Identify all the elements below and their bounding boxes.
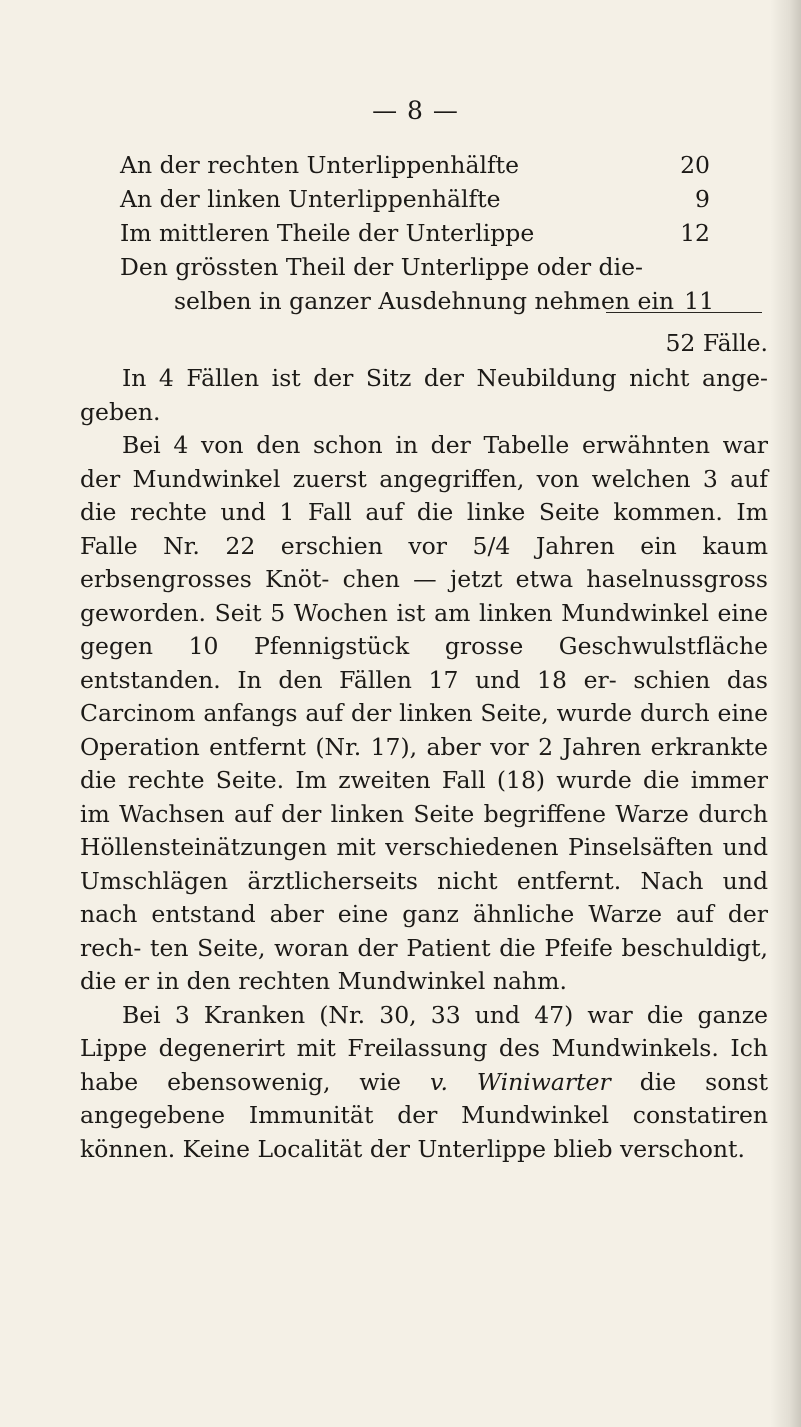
- paragraph-3-text-end: die sonst angegebene Immunität der Mundwinkel constatiren können. Keine Localität der Unterlippe blieb verschont.: [80, 1067, 769, 1163]
- row-label: Den grössten Theil der Unterlippe oder die-: [120, 253, 643, 281]
- table-row: [120, 182, 710, 216]
- paragraph-3: [80, 999, 768, 1167]
- row-label: An der rechten Unterlippenhälfte: [120, 151, 520, 179]
- row-label: An der linken Unterlippenhälfte: [120, 185, 501, 213]
- table-row: [120, 216, 710, 250]
- paragraph-1: In 4 Fällen ist der Sitz der Neubildung nicht ange- geben.: [80, 364, 768, 426]
- row-label: selben in ganzer Ausdehnung nehmen ein: [174, 287, 675, 315]
- page-number: — 8 —: [372, 96, 459, 125]
- row-value: 11: [684, 287, 715, 315]
- table-row: [120, 250, 710, 284]
- row-value: 20: [680, 151, 710, 179]
- sum-rule: [606, 312, 762, 313]
- paragraph-3-text: Bei 3 Kranken (Nr. 30, 33 und 47) war die ganze Lippe degenerirt mit Freilassung des Mundwinkels. Ich habe ebensowenig, wie: [80, 1000, 768, 1096]
- author-name: v. Winiwarter: [429, 1067, 611, 1096]
- paragraph-2: Bei 4 von den schon in der Tabelle erwähnten war der Mundwinkel zuerst angegriffen, von welchen 3 auf die rechte und 1 Fall auf die linke Seite kommen. Im Falle Nr. 22 erschien vor 5/4 Jahren ein kaum erbsengrosses Knöt- chen — jetzt etwa haselnussgross geworden. Seit 5 Wochen ist am linken Mundwinkel eine gegen 10 Pfennigstück grosse Geschwulstfläche entstanden. In den Fällen 17 und 18 er- schien das Carcinom anfangs auf der linken Seite, wurde durch eine Operation entfernt (Nr. 17), aber vor 2 Jahren erkrankte die rechte Seite. Im zweiten Fall (18) wurde die immer im Wachsen auf der linken Seite begriffene Warze durch Höllensteinätzungen mit verschiedenen Pinselsäften und Umschlägen ärztlicherseits nicht entfernt. Nach und nach entstand aber eine ganz ähnliche Warze auf der rech- ten Seite, woran der Patient die Pfeife beschuldigt, die er in den rechten Mundwinkel nahm.: [80, 431, 768, 995]
- table-row: [120, 148, 710, 182]
- row-label: Im mittleren Theile der Unterlippe: [120, 219, 535, 247]
- row-value: 9: [695, 185, 710, 213]
- row-value: 12: [680, 219, 710, 247]
- row-value: [670, 250, 710, 284]
- location-table: [120, 148, 715, 318]
- table-total: 52 Fälle.: [665, 329, 768, 357]
- body-text: [80, 362, 768, 1166]
